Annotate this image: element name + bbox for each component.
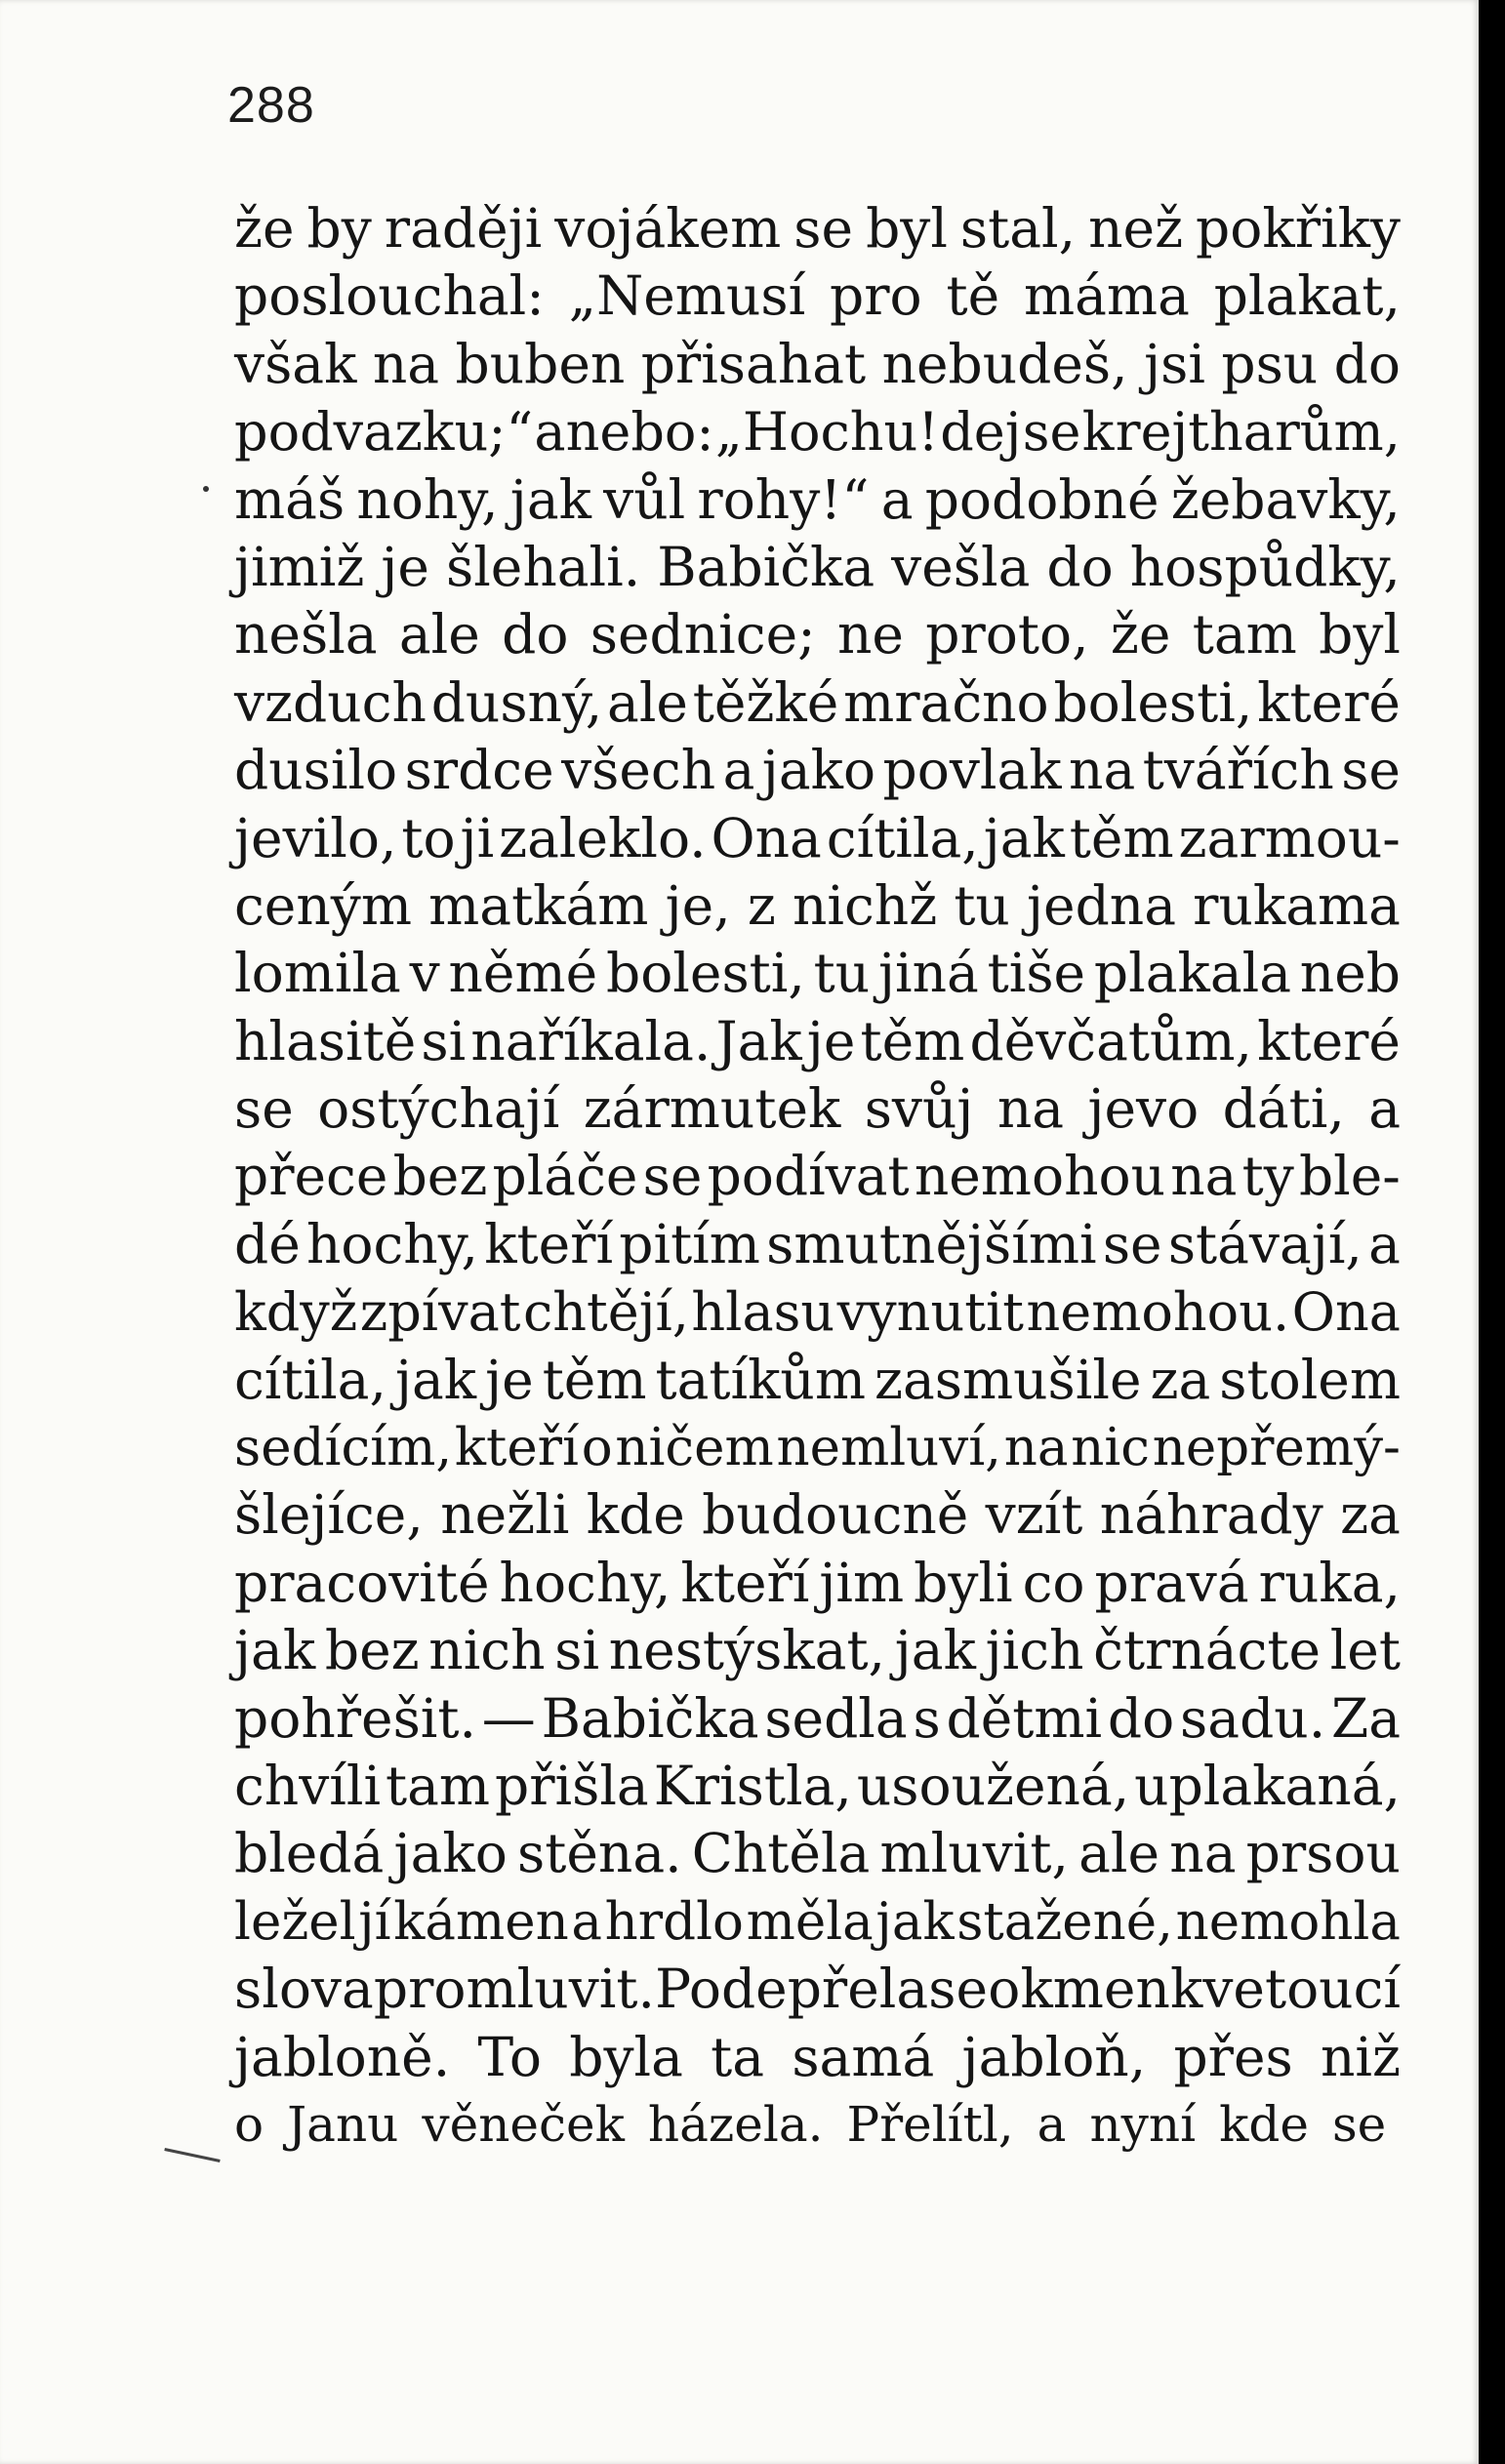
text-line: bledá jako stěna. Chtěla mluvit, ale na prsou xyxy=(234,1822,1401,1885)
text-line: podvazku;“ anebo: „Hochu! dej se k rejtharům, xyxy=(234,401,1401,464)
text-line: nešla ale do sednice; ne proto, že tam byl xyxy=(234,603,1401,666)
text-line: že by raději vojákem se byl stal, než pokřiky xyxy=(234,197,1401,260)
text-line: když zpívat chtějí, hlasu vynutit nemohou. Ona xyxy=(234,1281,1401,1344)
text-line: cítila, jak je těm tatíkům zasmušile za stolem xyxy=(234,1348,1401,1411)
text-line: sedícím, kteří o ničem nemluví, na nic nepřemý- xyxy=(234,1418,1401,1478)
text-line: slova promluvit. Podepřela se o kmen kvetoucí xyxy=(234,1958,1401,2021)
text-line: o Janu věneček házela. Přelítl, a nyní kde se xyxy=(234,2095,1387,2153)
page-number: 288 xyxy=(227,77,315,134)
text-line: hlasitě si naříkala. Jak je těm děvčatům, které xyxy=(234,1009,1401,1072)
text-line: chvíli tam přišla Kristla, usoužená, uplakaná, xyxy=(234,1754,1401,1817)
text-line: však na buben přisahat nebudeš, jsi psu do xyxy=(234,332,1401,395)
text-line: lomila v němé bolesti, tu jiná tiše plakala neb xyxy=(234,942,1401,1005)
text-line: se ostýchají zármutek svůj na jevo dáti, a xyxy=(234,1077,1401,1141)
margin-mark xyxy=(203,486,209,492)
text-line: dusilo srdce všech a jako povlak na tvářích se xyxy=(234,739,1401,802)
text-line: máš nohy, jak vůl rohy!“ a podobné žebavky, xyxy=(234,467,1401,531)
text-line: ležel jí kámen a hrdlo měla jak stažené, nemohla xyxy=(234,1891,1401,1952)
text-line: poslouchal: „Nemusí pro tě máma plakat, xyxy=(234,264,1401,328)
body-text xyxy=(234,195,1401,2159)
text-line: ceným matkám je, z nichž tu jedna rukama xyxy=(234,873,1401,937)
text-line: jimiž je šlehali. Babička vešla do hospůdky, xyxy=(234,535,1401,598)
text-line: jevilo, to ji zaleklo. Ona cítila, jak těm zarmou- xyxy=(234,806,1401,869)
text-line: pracovité hochy, kteří jim byli co pravá ruka, xyxy=(234,1551,1401,1614)
text-line: jak bez nich si nestýskat, jak jich čtrnácte let xyxy=(234,1619,1401,1682)
text-line: dé hochy, kteří pitím smutnějšími se stávají, a xyxy=(234,1212,1401,1275)
text-line: pohřešit. — Babička sedla s dětmi do sadu. Za xyxy=(234,1686,1401,1750)
text-line: jabloně. To byla ta samá jabloň, přes niž xyxy=(234,2025,1401,2088)
margin-mark xyxy=(164,2148,220,2162)
text-line: šlejíce, nežli kde budoucně vzít náhrady za xyxy=(234,1483,1401,1547)
text-line: vzduch dusný, ale těžké mračno bolesti, které xyxy=(234,670,1401,734)
text-line: přece bez pláče se podívat nemohou na ty ble- xyxy=(234,1145,1401,1208)
